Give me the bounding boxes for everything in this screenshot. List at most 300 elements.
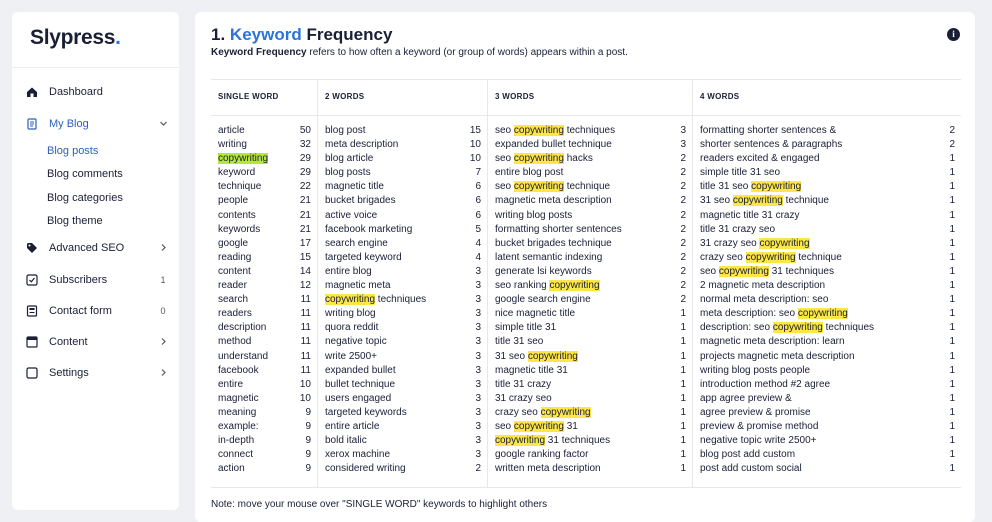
keyword-count: 1	[949, 435, 955, 447]
keyword-count: 3	[680, 125, 686, 136]
sidebar-item-subscribers[interactable]: Subscribers 1	[26, 269, 169, 291]
keyword-text: magnetic title 31	[495, 364, 568, 376]
chevron-down-icon	[157, 119, 169, 130]
keyword-text: 31 crazy seo copywriting	[700, 237, 810, 249]
keyword-count: 32	[299, 139, 311, 151]
keyword-text: 31 seo copywriting	[495, 350, 578, 362]
keyword-text: meaning	[218, 406, 257, 418]
keyword-text: meta description	[325, 139, 399, 151]
keyword-row	[325, 364, 481, 378]
column-header-divider	[211, 115, 317, 116]
keyword-count: 1	[949, 350, 955, 362]
keyword-text: blog post add custom	[700, 449, 796, 461]
keyword-row	[325, 251, 481, 265]
keyword-highlight: copywriting	[751, 181, 802, 193]
keyword-text: magnetic meta description	[495, 195, 612, 207]
keyword-highlight: copywriting	[772, 322, 823, 334]
chevron-right-icon	[157, 337, 169, 348]
keyword-row	[325, 152, 481, 166]
keyword-row	[495, 194, 686, 208]
page-title: 1. Keyword Frequency	[211, 25, 393, 44]
keyword-row	[700, 138, 955, 152]
keyword-highlight: copywriting	[797, 308, 848, 320]
keyword-row[interactable]	[218, 293, 311, 307]
keyword-count: 29	[299, 167, 311, 179]
keyword-count: 11	[300, 308, 311, 320]
keyword-row	[325, 223, 481, 237]
keyword-text: introduction method #2 agree	[700, 378, 831, 390]
sidebar-subitem-blog-comments[interactable]: Blog comments	[47, 168, 123, 180]
keyword-text: formatting shorter sentences	[495, 223, 622, 235]
keyword-text: written meta description	[495, 463, 601, 475]
logo-divider	[12, 67, 179, 68]
keyword-row	[700, 251, 955, 265]
keyword-text: negative topic	[325, 336, 387, 348]
keyword-row[interactable]	[218, 251, 311, 265]
keyword-row	[325, 350, 481, 364]
keyword-row	[325, 448, 481, 462]
keyword-text: 2 magnetic meta description	[700, 280, 826, 292]
keyword-count: 3	[680, 139, 686, 151]
keyword-count: 29	[299, 153, 311, 165]
keyword-row	[700, 448, 955, 462]
keyword-row[interactable]	[218, 321, 311, 335]
keyword-row	[700, 378, 955, 392]
keyword-text: post add custom social	[700, 463, 802, 475]
keyword-row	[495, 406, 686, 420]
keyword-count: 3	[475, 406, 481, 418]
content-icon	[26, 336, 38, 348]
keyword-row	[700, 124, 955, 138]
keyword-text: reading	[218, 251, 252, 263]
keyword-text: title 31 crazy	[495, 378, 552, 390]
keyword-text: google	[218, 237, 249, 249]
keyword-text: targeted keyword	[325, 251, 402, 263]
keyword-highlight: copywriting	[495, 435, 546, 447]
keyword-row	[325, 392, 481, 406]
keyword-text: people	[218, 195, 249, 207]
keyword-count: 2	[949, 125, 955, 136]
keyword-text: writing blog	[325, 308, 376, 320]
keyword-count: 1	[680, 378, 686, 390]
keyword-row	[495, 237, 686, 251]
keyword-count: 3	[475, 322, 481, 334]
keyword-count: 1	[680, 463, 686, 475]
keyword-count: 10	[469, 139, 481, 151]
keyword-row[interactable]	[218, 335, 311, 349]
keyword-count: 1	[949, 237, 955, 249]
keyword-count: 1	[680, 420, 686, 432]
keyword-row	[325, 166, 481, 180]
keyword-text: crazy seo copywriting	[495, 406, 591, 418]
keyword-row	[495, 307, 686, 321]
keyword-count: 2	[680, 280, 686, 292]
keyword-count: 11	[300, 364, 311, 376]
keyword-text: preview & promise method	[700, 420, 819, 432]
keyword-count: 1	[949, 294, 955, 306]
keyword-row[interactable]	[218, 392, 311, 406]
keyword-text: facebook marketing	[325, 223, 413, 235]
keyword-count: 3	[475, 280, 481, 292]
keyword-count: 1	[949, 392, 955, 404]
keyword-count: 1	[949, 308, 955, 320]
keyword-text: reader	[218, 280, 247, 292]
keyword-row	[325, 335, 481, 349]
keyword-row	[495, 434, 686, 448]
column-single-word	[211, 79, 317, 487]
document-icon	[26, 118, 38, 130]
keyword-row	[700, 307, 955, 321]
table-bottom-border	[211, 487, 961, 488]
keyword-count: 3	[475, 294, 481, 306]
keyword-count: 21	[299, 195, 311, 207]
keyword-row	[495, 350, 686, 364]
keyword-highlight: copywriting	[759, 237, 810, 249]
keyword-row	[495, 378, 686, 392]
keyword-text: app agree preview &	[700, 392, 792, 404]
info-icon[interactable]: i	[947, 28, 960, 41]
keyword-count: 3	[475, 350, 481, 362]
column-2-words	[317, 79, 487, 487]
keyword-row[interactable]	[218, 434, 311, 448]
keyword-row	[325, 180, 481, 194]
settings-icon	[26, 367, 38, 379]
keyword-count: 1	[949, 378, 955, 390]
chevron-right-icon	[157, 368, 169, 379]
keyword-text: description: seo copywriting techniques	[700, 322, 875, 334]
keyword-text: entire blog	[325, 265, 372, 277]
keyword-row[interactable]	[218, 420, 311, 434]
keyword-text: generate lsi keywords	[495, 265, 592, 277]
column-header-divider	[488, 115, 692, 116]
keyword-count: 11	[300, 350, 311, 362]
keyword-text: title 31 seo	[495, 336, 544, 348]
keyword-text: 31 crazy seo	[495, 392, 552, 404]
column-header: 3 WORDS	[495, 92, 535, 101]
sidebar-subitem-blog-categories[interactable]: Blog categories	[47, 192, 123, 204]
tag-icon	[26, 242, 38, 254]
keyword-row[interactable]	[218, 462, 311, 476]
keyword-frequency-panel	[195, 12, 975, 522]
keyword-row	[700, 364, 955, 378]
keyword-row[interactable]	[218, 124, 311, 138]
form-icon	[26, 305, 38, 317]
sidebar-subitem-blog-posts[interactable]: Blog posts	[47, 145, 99, 157]
keyword-text: shorter sentences & paragraphs	[700, 139, 843, 151]
keyword-row	[495, 462, 686, 476]
keyword-count: 6	[475, 181, 481, 193]
keyword-row	[495, 265, 686, 279]
keyword-count: 5	[475, 223, 481, 235]
column-header: SINGLE WORD	[218, 92, 279, 101]
keyword-text: understand	[218, 350, 269, 362]
keyword-count: 2	[680, 294, 686, 306]
keyword-count: 2	[680, 167, 686, 179]
keyword-highlight: copywriting	[325, 294, 376, 306]
keyword-text: blog article	[325, 153, 374, 165]
keyword-row	[325, 420, 481, 434]
keyword-count: 1	[949, 153, 955, 165]
keyword-row[interactable]	[218, 364, 311, 378]
keyword-count: 1	[949, 449, 955, 461]
keyword-row[interactable]	[218, 152, 311, 166]
keyword-highlight: copywriting	[718, 265, 769, 277]
keyword-count: 9	[305, 449, 311, 461]
keyword-row[interactable]	[218, 265, 311, 279]
keyword-row	[700, 194, 955, 208]
keyword-row	[700, 223, 955, 237]
keyword-row	[495, 279, 686, 293]
page-subtitle: Keyword Frequency refers to how often a keyword (or group of words) appears within a post.	[211, 47, 628, 58]
keyword-count: 1	[680, 336, 686, 348]
keyword-highlight: copywriting	[513, 181, 564, 193]
keyword-text: xerox machine	[325, 449, 391, 461]
keyword-count: 1	[680, 350, 686, 362]
keyword-row	[700, 166, 955, 180]
keyword-count: 21	[299, 223, 311, 235]
checkbox-icon	[26, 274, 38, 286]
keyword-row	[495, 180, 686, 194]
keyword-text: seo copywriting techniques	[495, 125, 616, 136]
sidebar-subitem-blog-theme[interactable]: Blog theme	[47, 215, 103, 227]
keyword-row[interactable]	[218, 194, 311, 208]
keyword-row	[495, 293, 686, 307]
app-logo[interactable]: Slypress.	[30, 26, 121, 49]
keyword-text: formatting shorter sentences &	[700, 125, 837, 136]
keyword-count: 1	[949, 406, 955, 418]
keyword-count: 9	[305, 463, 311, 475]
sidebar-item-my-blog[interactable]: My Blog	[26, 113, 169, 135]
keyword-highlight: copywriting	[513, 153, 564, 165]
keyword-count: 1	[680, 449, 686, 461]
keyword-count: 4	[475, 251, 481, 263]
keyword-row	[700, 335, 955, 349]
keyword-row	[495, 152, 686, 166]
keyword-text: search engine	[325, 237, 388, 249]
keyword-text: keywords	[218, 223, 261, 235]
keyword-text: expanded bullet	[325, 364, 396, 376]
keyword-row[interactable]	[218, 180, 311, 194]
hint-note: Note: move your mouse over "SINGLE WORD" keywords to highlight others	[211, 499, 548, 510]
keyword-count: 9	[305, 420, 311, 432]
keyword-count: 7	[475, 167, 481, 179]
keyword-row[interactable]	[218, 279, 311, 293]
keyword-row	[495, 223, 686, 237]
keyword-row[interactable]	[218, 237, 311, 251]
keyword-count: 2	[949, 139, 955, 151]
keyword-row	[700, 237, 955, 251]
keyword-row	[325, 293, 481, 307]
keyword-row[interactable]	[218, 307, 311, 321]
keyword-row	[495, 138, 686, 152]
keyword-text: targeted keywords	[325, 406, 407, 418]
keyword-text: bucket brigades	[325, 195, 396, 207]
sidebar	[12, 12, 179, 510]
keyword-highlight: copywriting	[513, 125, 564, 136]
keyword-row	[325, 434, 481, 448]
keyword-count: 1	[949, 167, 955, 179]
keyword-text: latent semantic indexing	[495, 251, 603, 263]
keyword-list	[325, 124, 481, 476]
keyword-text: example:	[218, 420, 259, 432]
home-icon	[26, 86, 38, 98]
keyword-text: bold italic	[325, 435, 367, 447]
keyword-count: 1	[680, 406, 686, 418]
keyword-count: 1	[949, 265, 955, 277]
keyword-count: 1	[949, 322, 955, 334]
keyword-row	[325, 307, 481, 321]
keyword-row	[495, 124, 686, 138]
keyword-count: 1	[680, 364, 686, 376]
keyword-text: magnetic	[218, 392, 259, 404]
keyword-text: seo ranking copywriting	[495, 280, 600, 292]
keyword-count: 3	[475, 435, 481, 447]
keyword-row[interactable]	[218, 406, 311, 420]
keyword-row	[325, 279, 481, 293]
keyword-row	[325, 138, 481, 152]
keyword-text: connect	[218, 449, 254, 461]
keyword-row[interactable]	[218, 223, 311, 237]
keyword-text: seo copywriting hacks	[495, 153, 593, 165]
keyword-count: 1	[949, 223, 955, 235]
keyword-text: action	[218, 463, 245, 475]
keyword-count: 6	[475, 195, 481, 207]
keyword-row	[700, 279, 955, 293]
keyword-row[interactable]	[218, 350, 311, 364]
keyword-row[interactable]	[218, 378, 311, 392]
keyword-text: google search engine	[495, 294, 591, 306]
keyword-count: 1	[949, 251, 955, 263]
keyword-count: 2	[680, 237, 686, 249]
keyword-row	[325, 378, 481, 392]
keyword-text: readers excited & engaged	[700, 153, 820, 165]
keyword-count: 3	[475, 420, 481, 432]
keyword-row[interactable]	[218, 209, 311, 223]
keyword-count: 2	[475, 463, 481, 475]
keyword-text: magnetic title 31 crazy	[700, 209, 800, 221]
keyword-row[interactable]	[218, 166, 311, 180]
keyword-count: 21	[299, 209, 311, 221]
sidebar-item-dashboard[interactable]: Dashboard	[26, 81, 169, 103]
subscribers-count: 1	[160, 275, 166, 285]
sidebar-item-content[interactable]: Content	[26, 331, 169, 353]
sidebar-item-contact-form[interactable]: Contact form 0	[26, 300, 169, 322]
keyword-text: keyword	[218, 167, 256, 179]
keyword-count: 3	[475, 364, 481, 376]
keyword-text: seo copywriting 31 techniques	[700, 265, 834, 277]
keyword-count: 9	[305, 406, 311, 418]
keyword-row	[700, 321, 955, 335]
keyword-count: 1	[949, 364, 955, 376]
keyword-text: projects magnetic meta description	[700, 350, 855, 362]
keyword-count: 6	[475, 209, 481, 221]
sidebar-item-advanced-seo[interactable]: Advanced SEO	[26, 237, 169, 259]
keyword-row	[325, 321, 481, 335]
keyword-count: 1	[680, 392, 686, 404]
keyword-row	[495, 335, 686, 349]
column-header-divider	[693, 115, 961, 116]
keyword-count: 1	[680, 435, 686, 447]
keyword-text: blog posts	[325, 167, 371, 179]
keyword-text: bullet technique	[325, 378, 396, 390]
keyword-highlight: copywriting	[549, 280, 600, 292]
keyword-text: content	[218, 265, 251, 277]
keyword-count: 4	[475, 237, 481, 249]
keyword-count: 17	[299, 237, 311, 249]
keyword-count: 11	[300, 322, 311, 334]
keyword-count: 3	[475, 392, 481, 404]
keyword-row	[700, 434, 955, 448]
keyword-count: 1	[949, 463, 955, 475]
keyword-count: 12	[299, 280, 311, 292]
keyword-highlight: copywriting	[732, 195, 783, 207]
keyword-text: expanded bullet technique	[495, 139, 612, 151]
keyword-count: 2	[680, 181, 686, 193]
keyword-highlight: copywriting	[218, 153, 269, 165]
keyword-text: copywriting 31 techniques	[495, 435, 611, 447]
keyword-count: 2	[680, 195, 686, 207]
keyword-text: agree preview & promise	[700, 406, 811, 418]
keyword-list	[495, 124, 686, 476]
keyword-row	[325, 209, 481, 223]
keyword-count: 10	[299, 392, 311, 404]
keyword-text: entire article	[325, 420, 380, 432]
keyword-count: 2	[680, 251, 686, 263]
keyword-text: meta description: seo copywriting	[700, 308, 848, 320]
keyword-row	[495, 448, 686, 462]
keyword-text: quora reddit	[325, 322, 379, 334]
keyword-count: 1	[949, 209, 955, 221]
keyword-text: title 31 seo copywriting	[700, 181, 802, 193]
chevron-right-icon	[157, 243, 169, 254]
keyword-row	[495, 420, 686, 434]
keyword-count: 1	[680, 322, 686, 334]
keyword-row	[700, 420, 955, 434]
keyword-text: simple title 31 seo	[700, 167, 781, 179]
keyword-text: negative topic write 2500+	[700, 435, 817, 447]
keyword-row[interactable]	[218, 138, 311, 152]
keyword-text: normal meta description: seo	[700, 294, 829, 306]
keyword-count: 9	[305, 435, 311, 447]
keyword-highlight: copywriting	[527, 350, 578, 362]
keyword-count: 11	[300, 294, 311, 306]
keyword-text: method	[218, 336, 252, 348]
contact-form-count: 0	[160, 306, 166, 316]
keyword-row[interactable]	[218, 448, 311, 462]
keyword-row	[700, 392, 955, 406]
keyword-text: article	[218, 125, 245, 136]
keyword-row	[495, 209, 686, 223]
column-3-words	[487, 79, 692, 487]
keyword-text: simple title 31	[495, 322, 557, 334]
keyword-count: 3	[475, 308, 481, 320]
keyword-text: magnetic meta	[325, 280, 391, 292]
keyword-count: 1	[949, 181, 955, 193]
column-4-words	[692, 79, 961, 487]
keyword-count: 1	[680, 308, 686, 320]
keyword-row	[700, 265, 955, 279]
keyword-text: active voice	[325, 209, 378, 221]
sidebar-item-settings[interactable]: Settings	[26, 362, 169, 384]
keyword-text: magnetic title	[325, 181, 384, 193]
keyword-text: writing blog posts	[495, 209, 573, 221]
keyword-count: 1	[949, 195, 955, 207]
keyword-row	[325, 265, 481, 279]
keyword-count: 2	[680, 223, 686, 235]
keyword-row	[700, 152, 955, 166]
keyword-count: 2	[680, 209, 686, 221]
keyword-count: 1	[949, 336, 955, 348]
